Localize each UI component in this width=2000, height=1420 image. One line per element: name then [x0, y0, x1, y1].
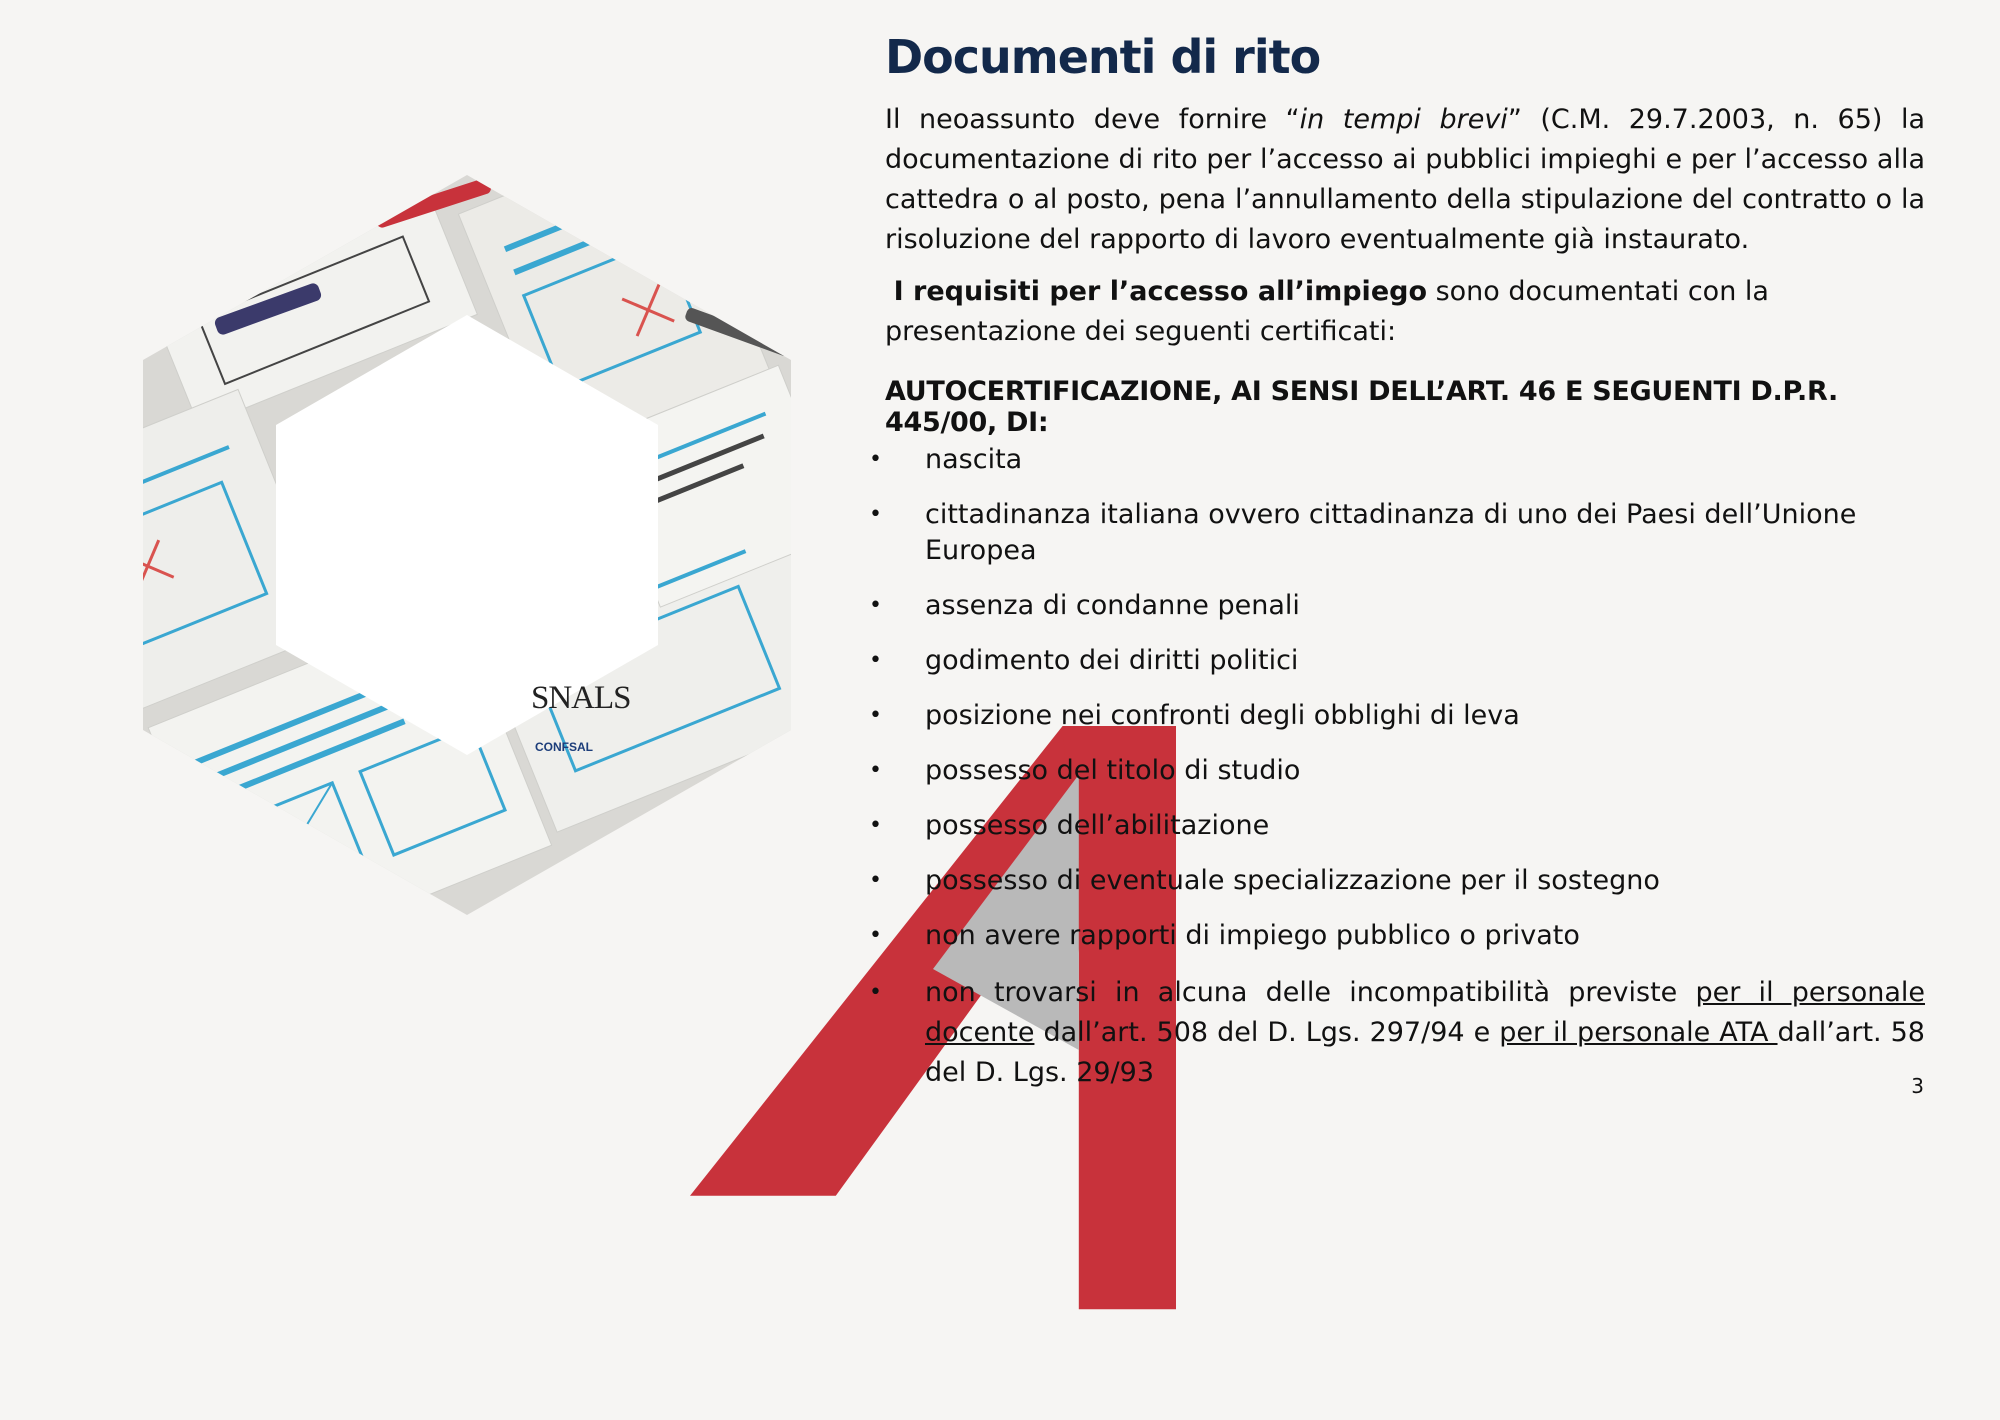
logo-sub: CONFSAL: [535, 740, 593, 754]
list-item: [869, 497, 1925, 569]
section-heading: AUTOCERTIFICAZIONE, AI SENSI DELL’ART. 46 E SEGUENTI D.P.R. 445/00, DI:: [885, 376, 1838, 438]
certificate-list: [869, 442, 1925, 1093]
list-item: [869, 863, 1925, 899]
requirements-bold: I requisiti per l’accesso all’impiego: [893, 276, 1428, 307]
page-number: 3: [1911, 1074, 1924, 1098]
incompat-text-b: dall’art. 508 del D. Lgs. 297/94 e: [1034, 1017, 1500, 1048]
intro-text-a: Il neoassunto deve fornire “: [885, 104, 1300, 135]
slide-content: [869, 30, 1926, 1112]
incompat-text-a: non trovarsi in alcuna delle incompatibilità previste: [925, 977, 1696, 1008]
list-item-text: possesso di eventuale specializzazione per il sostegno: [925, 865, 1660, 896]
list-item-text: posizione nei confronti degli obblighi di leva: [925, 700, 1520, 731]
list-item: [869, 643, 1925, 679]
list-item: [869, 588, 1925, 624]
requirements-text: sono documentati con la presentazione dei seguenti certificati:: [885, 276, 1769, 347]
list-item-incompatibility: [869, 973, 1925, 1093]
hexagon-image: [143, 175, 791, 915]
bullet: •: [869, 868, 882, 893]
list-item-text: possesso dell’abilitazione: [925, 810, 1270, 841]
incompat-underline-docente: per il personale docente: [925, 977, 1925, 1048]
list-item: [869, 698, 1925, 734]
list-item-text: nascita: [925, 444, 1023, 475]
intro-italic: in tempi brevi: [1299, 104, 1508, 135]
bullet: •: [869, 813, 882, 838]
intro-text-b: ” (C.M. 29.7.2003, n. 65) la documentazione di rito per l’accesso ai pubblici impieghi e per l’accesso alla cattedra o al posto, pena l’annullamento della stipulazione del contratto o la risoluzione del rapporto di lavoro eventualmente già instaurato.: [885, 104, 1926, 255]
slide-title: Documenti di rito: [885, 30, 1321, 84]
list-item: [869, 918, 1925, 954]
bullet: •: [869, 502, 882, 527]
logo-name: SNALS: [531, 680, 631, 716]
list-item-text: non avere rapporti di impiego pubblico o privato: [925, 920, 1580, 951]
bullet: •: [869, 648, 882, 673]
requirements-paragraph: [885, 272, 1925, 352]
list-item: [869, 808, 1925, 844]
list-item-text: cittadinanza italiana ovvero cittadinanza di uno dei Paesi dell’Unione Europea: [925, 499, 1857, 566]
list-item-text: possesso del titolo di studio: [925, 755, 1301, 786]
incompat-text-c: dall’art. 58 del D. Lgs. 29/93: [925, 1017, 1925, 1088]
bullet: •: [869, 980, 882, 1005]
bullet: •: [869, 758, 882, 783]
bullet: •: [869, 447, 882, 472]
list-item: [869, 753, 1925, 789]
list-item: [869, 442, 1925, 478]
snals-logo: [531, 680, 691, 760]
incompat-underline-ata: per il personale ATA: [1499, 1017, 1778, 1048]
intro-paragraph: [885, 100, 1925, 260]
list-item-text: godimento dei diritti politici: [925, 645, 1299, 676]
bullet: •: [869, 593, 882, 618]
bullet: •: [869, 703, 882, 728]
list-item-text: assenza di condanne penali: [925, 590, 1300, 621]
bullet: •: [869, 923, 882, 948]
